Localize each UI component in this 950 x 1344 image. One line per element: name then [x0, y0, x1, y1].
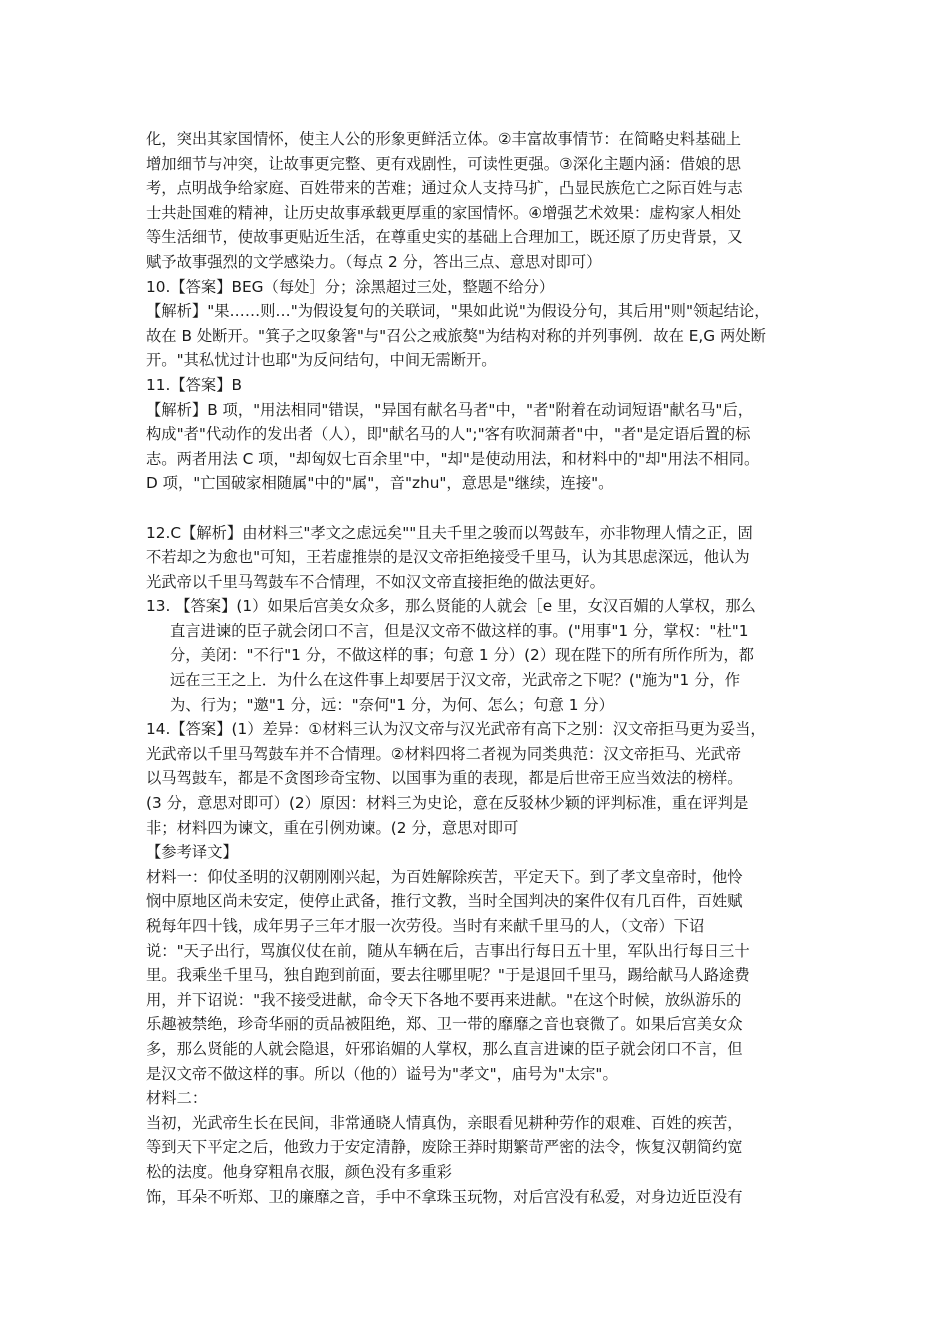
translation-heading: 【参考译文】	[146, 843, 238, 862]
text-line: 多，那么贤能的人就会隐退，奸邪谄媚的人掌权，那么直言进谏的臣子就会闭口不言，但	[146, 1039, 743, 1058]
text-line: 以马驾鼓车，都是不贪图珍奇宝物、以国事为重的表现，都是后世帝王应当效法的榜样。	[146, 769, 743, 788]
text-line: 士共赴国难的精神，让历史故事承载更厚重的家国情怀。④增强艺术效果：虚构家人相处	[146, 203, 741, 222]
text-line: 里。我乘坐千里马，独自跑到前面，要去往哪里呢？"于是退回千里马，踢给献马人路途费	[146, 966, 750, 985]
text-line: 【解析】B 项，"用法相同"错误，"异国有献名马者"中，"者"附着在动词短语"献名马"后，	[146, 400, 754, 419]
text-line: 开。"其私忧过计也耶"为反问结句，中间无需断开。	[146, 351, 497, 370]
blank-line	[146, 496, 822, 521]
text-line: 饰，耳朵不听郑、卫的廉靡之音，手中不拿珠玉玩物，对后宫没有私爱，对身边近臣没有	[146, 1187, 743, 1206]
material-two-label: 材料二：	[146, 1089, 208, 1108]
text-line: 材料一：仰仗圣明的汉朝刚刚兴起，为百姓解除疾苦，平定天下。到了孝文皇帝时，他怜	[146, 867, 743, 886]
text-line: 光武帝以千里马驾鼓车并不合情理。②材料四将二者视为同类典范：汉文帝拒马、光武帝	[146, 744, 741, 763]
text-line: (3 分，意思对即可）(2）原因：材料三为史论，意在反驳林少颖的评判标准，重在评判是	[146, 794, 749, 813]
text-line: 等到天下平定之后，他致力于安定清静，废除王莽时期繁苛严密的法令，恢复汉朝简约宽	[146, 1138, 743, 1157]
text-line: 增加细节与冲突，让故事更完整、更有戏剧性，可读性更强。③深化主题内涵：借娘的思	[146, 154, 741, 173]
text-line: 悯中原地区尚未安定，使停止武备，推行文教，当时全国判决的案件仅有几百件，百姓赋	[146, 892, 743, 911]
text-line: 化，突出其家国情怀，使主人公的形象更鲜活立体。②丰富故事情节：在简略史料基础上	[146, 130, 741, 148]
text-line: 乐趣被禁绝，珍奇华丽的贡品被阻绝，郑、卫一带的靡靡之音也衰微了。如果后宫美女众	[146, 1015, 743, 1034]
text-line: 分，美闭："不行"1 分，不做这样的事；句意 1 分）(2）现在陛下的所有所作所为，都	[170, 646, 754, 665]
text-line: 【解析】"果……则…"为假设复句的关联词，"果如此说"为假设分句，其后用"则"领起结论，	[146, 302, 770, 321]
text-line: 构成"者"代动作的发出者（人），即"献名马的人";"客有吹洞萧者"中，"者"是定语后置的标	[146, 425, 751, 444]
answer-13: 13. 【答案】(1）如果后宫美女众多，那么贤能的人就会［e 里，女汉百媚的人掌权，那么	[146, 597, 756, 616]
text-line: 松的法度。他身穿粗帛衣服，颜色没有多重彩	[146, 1162, 452, 1181]
text-line: 说："天子出行，骂旗仪仗在前，随从车辆在后，吉事出行每日五十里，军队出行每日三十	[146, 941, 750, 960]
text-line: 远在三王之上．为什么在这件事上却要居于汉文帝，光武帝之下呢？("施为"1 分，作	[170, 671, 741, 690]
text-line: 是汉文帝不做这样的事。所以（他的）谥号为"孝文"，庙号为"太宗"。	[146, 1064, 618, 1083]
answer-12: 12.C【解析】由材料三"孝文之虑远矣""且夫千里之骏而以驾鼓车，亦非物理人情之正，固	[146, 523, 753, 542]
text-line: 考，点明战争给家庭、百姓带来的苦难；通过众人支持马扩，凸显民族危亡之际百姓与志	[146, 179, 743, 198]
text-line: 志。两者用法 C 项，"却匈奴七百余里"中，"却"是使动用法，和材料中的"却"用法不相同。	[146, 449, 760, 468]
text-line: 为、行为；"邀"1 分，远："奈何"1 分，为何、怎么；句意 1 分）	[170, 695, 614, 714]
text-line: D 项，"亡国破家相随属"中的"属"，音"zhu"，意思是"继续，连接"。	[146, 474, 614, 493]
answer-14: 14.【答案】(1）差异：①材料三认为汉文帝与汉光武帝有高下之别：汉文帝拒马更为妥当，	[146, 720, 766, 739]
answer-10: 10.【答案】BEG（每处］分；涂黑超过三处，整题不给分）	[146, 277, 555, 296]
text-line: 直言进谏的臣子就会闭口不言，但是汉文帝不做这样的事。("用事"1 分，掌权："杜"1	[170, 621, 749, 640]
text-line: 光武帝以千里马驾鼓车不合情理，不如汉文帝直接拒绝的做法更好。	[146, 572, 605, 591]
text-line: 不若却之为愈也"可知，王若虚推崇的是汉文帝拒绝接受千里马，认为其思虑深远，他认为	[146, 548, 750, 567]
text-line: 等生活细节，使故事更贴近生活，在尊重史实的基础上合理加工，既还原了历史背景，又	[146, 228, 743, 247]
text-line: 税每年四十钱，成年男子三年才服一次劳役。当时有来献千里马的人，（文帝）下诏	[146, 917, 705, 935]
answer-11: 11.【答案】B	[146, 375, 243, 394]
text-line: 当初，光武帝生长在民间，非常通晓人情真伪，亲眼看见耕种劳作的艰难、百姓的疾苦，	[146, 1113, 743, 1132]
text-line: 故在 B 处断开。"箕子之叹象箸"与"召公之戒旅獒"为结构对称的并列事例．故在 E,G 两处断	[146, 326, 766, 345]
text-line: 赋予故事强烈的文学感染力。（每点 2 分，答出三点、意思对即可）	[146, 252, 602, 271]
text-line: 用，并下诏说："我不接受进献，命令天下各地不要再来进献。"在这个时候，放纵游乐的	[146, 990, 742, 1009]
text-line: 非；材料四为谏文，重在引例劝谏。(2 分，意思对即可	[146, 818, 519, 837]
